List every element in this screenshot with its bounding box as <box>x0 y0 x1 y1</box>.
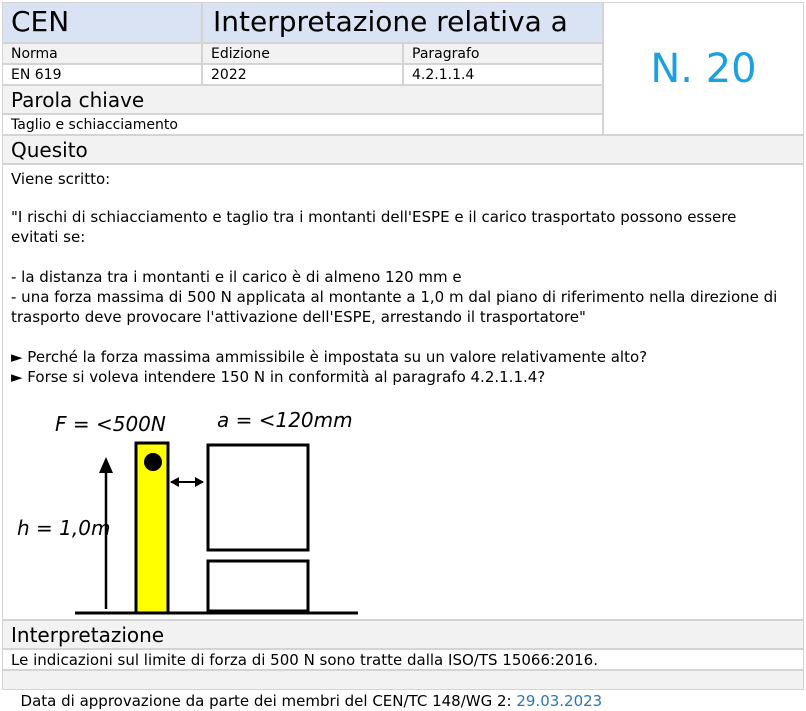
force-application-point <box>144 453 162 471</box>
paragrafo-label-cell <box>403 43 603 64</box>
crush-distance-figure <box>3 401 373 619</box>
force-label: F = <500N <box>55 412 166 436</box>
question-line: ► Perché la forza massima ammissibile è impostata su un valore relativamente alto? <box>11 348 648 366</box>
title-cell <box>202 2 603 43</box>
keyword-label-cell <box>2 85 603 114</box>
question-line: ► Forse si voleva intendere 150 N in conformità al paragrafo 4.2.1.1.4? <box>11 368 546 386</box>
question-label: Quesito <box>11 138 88 162</box>
norma-label-cell <box>2 43 202 64</box>
interpretation-text: Le indicazioni sul limite di forza di 500 N sono tratte dalla ISO/TS 15066:2016. <box>11 651 598 669</box>
keyword-value: Taglio e schiacciamento <box>11 117 178 133</box>
question-line: - la distanza tra i montanti e il carico è di almeno 120 mm e <box>11 268 462 286</box>
keyword-label: Parola chiave <box>11 88 145 112</box>
norma-value: EN 619 <box>11 67 62 83</box>
question-line: - una forza massima di 500 N applicata al montante a 1,0 m dal piano di riferimento nella direzione di <box>11 288 778 306</box>
norma-value-cell <box>2 64 202 85</box>
interpretation-label: Interpretazione <box>11 623 165 647</box>
distance-label: a = <120mm <box>217 408 353 432</box>
height-label: h = 1,0m <box>17 516 111 540</box>
number-box <box>603 2 804 135</box>
question-line: evitati se: <box>11 228 86 246</box>
paragrafo-value: 4.2.1.1.4 <box>412 67 475 83</box>
norma-label: Norma <box>11 46 58 62</box>
paragrafo-value-cell <box>403 64 603 85</box>
question-body <box>2 164 804 620</box>
approval-cell <box>2 670 804 710</box>
approval-date: 29.03.2023 <box>516 692 603 710</box>
edizione-value: 2022 <box>211 67 247 83</box>
org-name: CEN <box>11 5 70 38</box>
load-box-lower <box>208 561 308 611</box>
edizione-label-cell <box>202 43 403 64</box>
question-line: "I rischi di schiacciamento e taglio tra i montanti dell'ESPE e il carico trasportato possono essere <box>11 208 737 226</box>
question-line: trasporto deve provocare l'attivazione dell'ESPE, arrestando il trasportatore" <box>11 308 586 326</box>
keyword-value-cell <box>2 114 603 135</box>
interpretation-text-cell <box>2 649 804 670</box>
org-cell <box>2 2 202 43</box>
question-line: Viene scritto: <box>11 170 111 188</box>
interpretation-number: N. 20 <box>650 45 757 92</box>
document-title: Interpretazione relativa a <box>213 5 568 38</box>
distance-dimension-arrow <box>170 477 204 487</box>
interpretation-label-cell <box>2 620 804 649</box>
edizione-value-cell <box>202 64 403 85</box>
edizione-label: Edizione <box>211 46 270 62</box>
paragrafo-label: Paragrafo <box>412 46 480 62</box>
approval-text: Data di approvazione da parte dei membri del CEN/TC 148/WG 2: <box>20 692 517 710</box>
question-label-cell <box>2 135 804 164</box>
load-box-upper <box>208 445 308 550</box>
